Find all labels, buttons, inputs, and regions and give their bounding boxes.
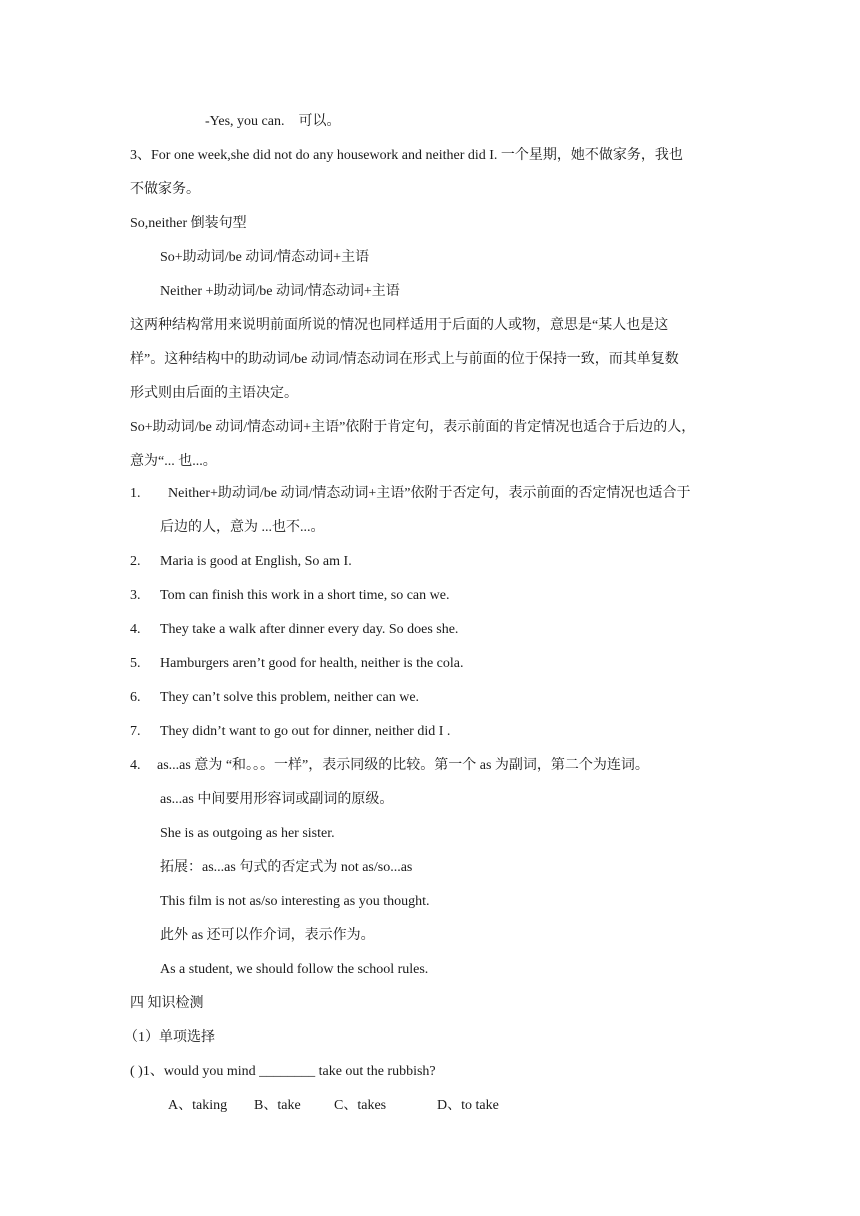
explain-line2: 样”。这种结构中的助动词/be 动词/情态动词在形式上与前面的位于保持一致，而其单复数 xyxy=(130,352,679,367)
as-number: 4. xyxy=(130,758,141,773)
option-b: B、take xyxy=(254,1098,301,1113)
list-item-text: They didn’t want to go out for dinner, neither did I . xyxy=(160,724,451,739)
so-neither-heading: So,neither 倒装句型 xyxy=(130,216,247,231)
item3-line2: 不做家务。 xyxy=(130,182,200,197)
list-item-text-cont: 后边的人，意为 ...也不...。 xyxy=(160,520,325,535)
as-sub-line: As a student, we should follow the school rules. xyxy=(160,962,429,977)
subsection-heading: （1）单项选择 xyxy=(124,1030,215,1045)
so-rule-line1: So+助动词/be 动词/情态动词+主语”依附于肯定句，表示前面的肯定情况也适合于后边的人， xyxy=(130,420,696,435)
formula-neither: Neither +助动词/be 动词/情态动词+主语 xyxy=(160,284,400,299)
answer-line: -Yes, you can. 可以。 xyxy=(205,114,341,129)
list-item-text: Tom can finish this work in a short time, so can we. xyxy=(160,588,450,603)
list-item-text: Maria is good at English, So am I. xyxy=(160,554,352,569)
formula-so: So+助动词/be 动词/情态动词+主语 xyxy=(160,250,370,265)
as-sub-line: 此外 as 还可以作介词，表示作为。 xyxy=(160,928,375,943)
as-line: as...as 意为 “和。。。一样”，表示同级的比较。第一个 as 为副词，第二个为连词。 xyxy=(157,758,649,773)
option-c: C、takes xyxy=(334,1098,387,1113)
item3-line1: 3、For one week,she did not do any housework and neither did I. 一个星期，她不做家务，我也 xyxy=(130,148,683,163)
as-sub-line: This film is not as/so interesting as you thought. xyxy=(160,894,430,909)
question-1: ( )1、would you mind ________ take out the rubbish? xyxy=(130,1064,436,1079)
explain-line1: 这两种结构常用来说明前面所说的情况也同样适用于后面的人或物，意思是“某人也是这 xyxy=(130,318,669,333)
list-item-text: They take a walk after dinner every day. So does she. xyxy=(160,622,459,637)
list-number: 4. xyxy=(130,622,141,637)
list-number: 7. xyxy=(130,724,141,739)
list-number: 3. xyxy=(130,588,141,603)
list-item-text: They can’t solve this problem, neither can we. xyxy=(160,690,420,705)
list-number: 6. xyxy=(130,690,141,705)
as-sub-line: She is as outgoing as her sister. xyxy=(160,826,335,841)
list-number: 5. xyxy=(130,656,141,671)
list-item-text: Neither+助动词/be 动词/情态动词+主语”依附于否定句，表示前面的否定情况也适合于 xyxy=(168,486,691,501)
list-number: 2. xyxy=(130,554,141,569)
explain-line3: 形式则由后面的主语决定。 xyxy=(130,386,298,401)
option-a: A、taking xyxy=(168,1098,228,1113)
section-heading: 四 知识检测 xyxy=(130,996,204,1011)
so-rule-line2: 意为“... 也...。 xyxy=(130,454,217,469)
list-item-text: Hamburgers aren’t good for health, neither is the cola. xyxy=(160,656,464,671)
as-sub-line: 拓展：as...as 句式的否定式为 not as/so...as xyxy=(160,860,413,875)
as-sub-line: as...as 中间要用形容词或副词的原级。 xyxy=(160,792,394,807)
list-number: 1. xyxy=(130,486,141,501)
option-d: D、to take xyxy=(437,1098,499,1113)
